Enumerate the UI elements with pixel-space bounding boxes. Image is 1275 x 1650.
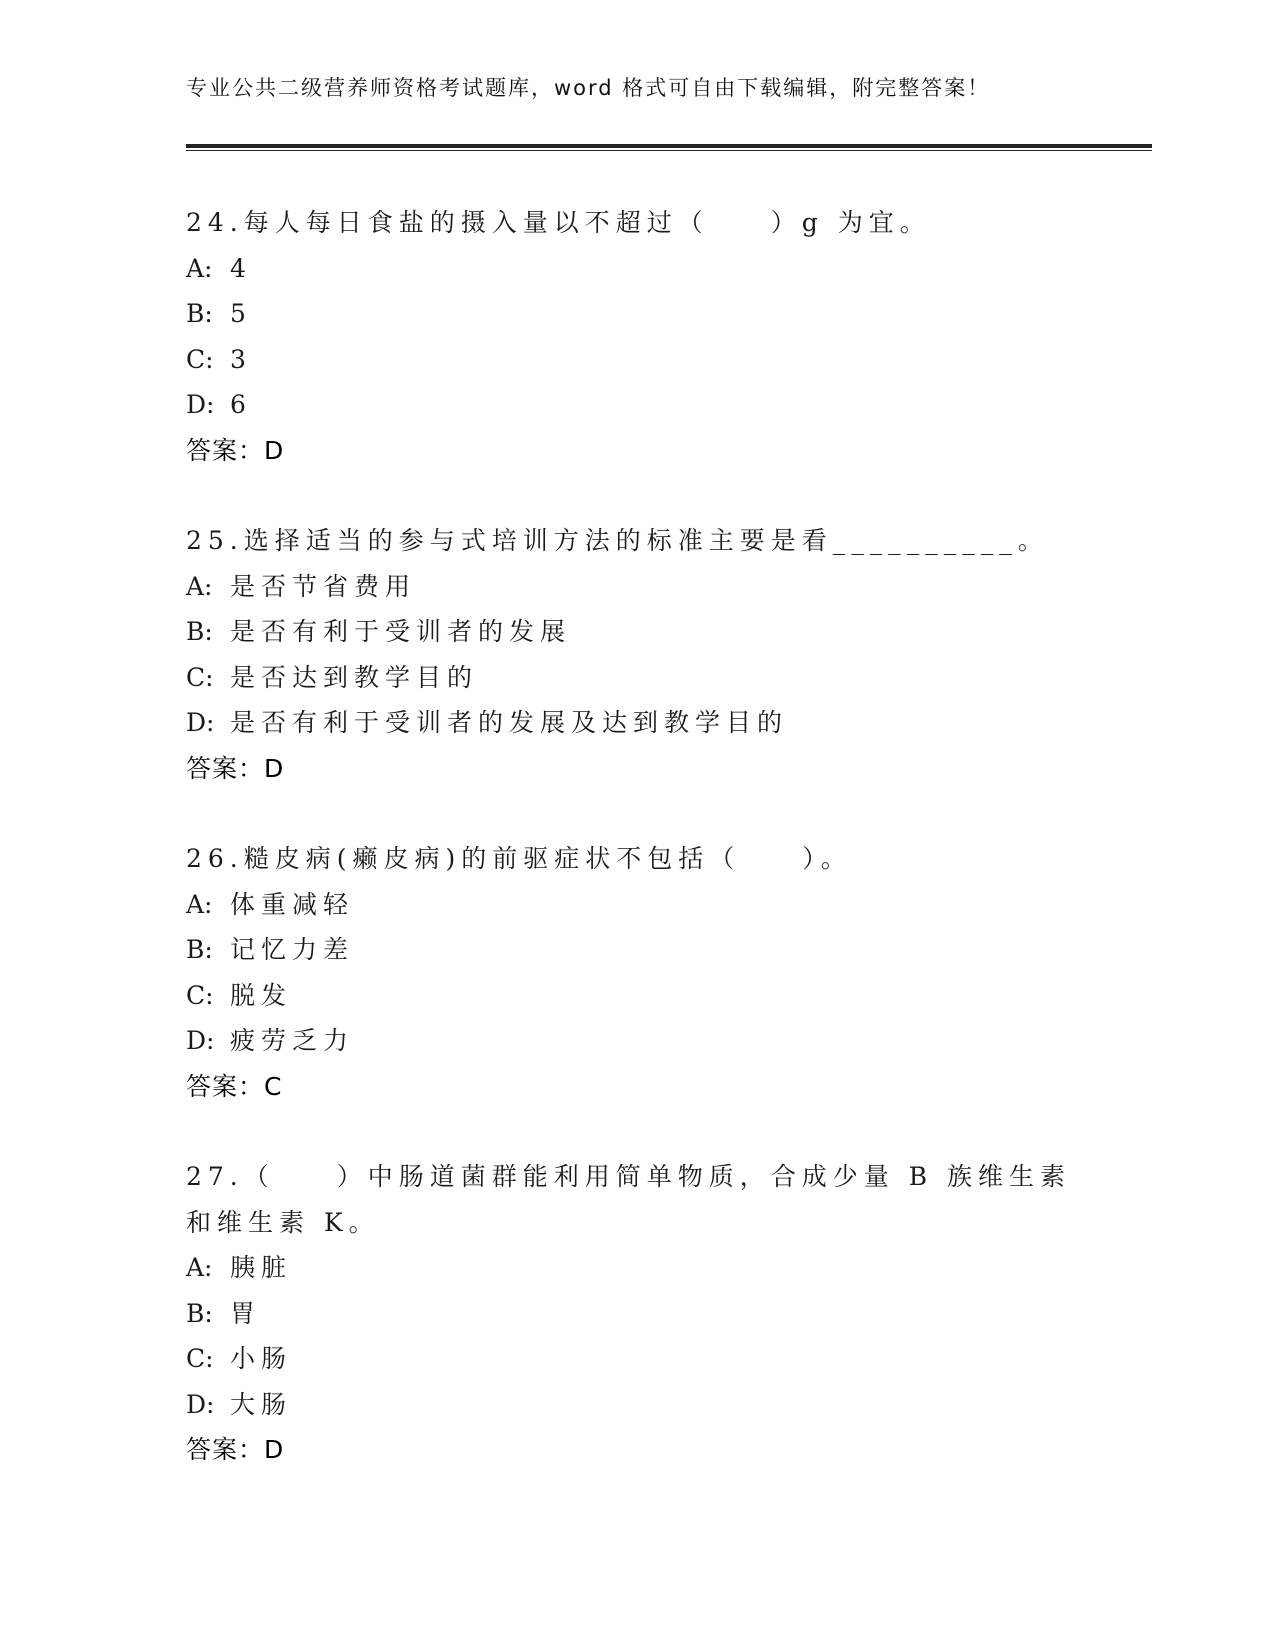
option-text: 体重减轻 (230, 889, 355, 919)
option-b (186, 927, 1086, 973)
option-key: D: (186, 1389, 215, 1419)
option-text: 小肠 (230, 1344, 293, 1373)
option-text: 记忆力差 (230, 935, 355, 964)
question-25 (186, 518, 1086, 791)
option-a (186, 246, 1086, 292)
option-text: 脱发 (230, 980, 293, 1010)
option-text: 胃 (230, 1298, 262, 1328)
question-stem: 24.每人每日食盐的摄入量以不超过（ ）g 为宜。 (186, 208, 931, 237)
option-key: A: (186, 253, 213, 283)
option-c (186, 655, 1086, 701)
option-a (186, 1245, 1086, 1291)
option-c (186, 337, 1086, 383)
option-text: 3 (230, 344, 252, 374)
option-d (186, 382, 1086, 428)
option-text: 疲劳乏力 (230, 1026, 355, 1055)
option-text: 是否有利于受训者的发展 (230, 617, 572, 646)
option-key: A: (186, 571, 213, 601)
answer-line: 答案：D (186, 753, 285, 783)
option-a (186, 882, 1086, 928)
answer-line: 答案：D (186, 435, 285, 465)
option-text: 5 (230, 299, 252, 328)
option-key: C: (186, 662, 214, 692)
option-text: 胰脏 (230, 1253, 293, 1282)
option-a (186, 564, 1086, 610)
option-key: C: (186, 1344, 214, 1373)
question-24 (186, 200, 1086, 473)
option-key: B: (186, 617, 213, 646)
header-divider-thick (186, 144, 1152, 148)
question-stem: 25.选择适当的参与式培训方法的标准主要是看__________。 (186, 526, 1049, 555)
option-text: 是否节省费用 (230, 571, 417, 601)
option-c (186, 973, 1086, 1019)
option-key: B: (186, 1298, 213, 1328)
option-b (186, 291, 1086, 337)
option-c (186, 1336, 1086, 1382)
question-stem: 27.（ ）中肠道菌群能利用简单物质，合成少量 B 族维生素和维生素 K。 (186, 1162, 1072, 1237)
option-text: 大肠 (230, 1389, 293, 1419)
page-header: 专业公共二级营养师资格考试题库，word 格式可自由下载编辑，附完整答案！ (186, 76, 991, 100)
option-key: C: (186, 980, 214, 1010)
option-key: D: (186, 1026, 215, 1055)
option-b (186, 1291, 1086, 1337)
question-stem: 26.糙皮病(癞皮病)的前驱症状不包括（ ）。 (186, 844, 852, 873)
option-key: A: (186, 1253, 213, 1282)
option-key: C: (186, 344, 214, 374)
option-d (186, 700, 1086, 746)
option-key: B: (186, 935, 213, 964)
header-divider-thin (186, 150, 1152, 151)
option-text: 是否有利于受训者的发展及达到教学目的 (230, 708, 789, 737)
question-27 (186, 1154, 1086, 1473)
answer-line: 答案：C (186, 1071, 283, 1101)
question-26 (186, 836, 1086, 1109)
option-key: D: (186, 390, 215, 419)
option-text: 6 (230, 390, 252, 419)
question-list (186, 200, 1086, 1518)
option-key: A: (186, 889, 213, 919)
option-d (186, 1382, 1086, 1428)
option-key: D: (186, 708, 215, 737)
option-text: 4 (230, 253, 252, 283)
option-text: 是否达到教学目的 (230, 662, 479, 692)
option-d (186, 1018, 1086, 1064)
answer-line: 答案：D (186, 1435, 285, 1464)
option-b (186, 609, 1086, 655)
option-key: B: (186, 299, 213, 328)
